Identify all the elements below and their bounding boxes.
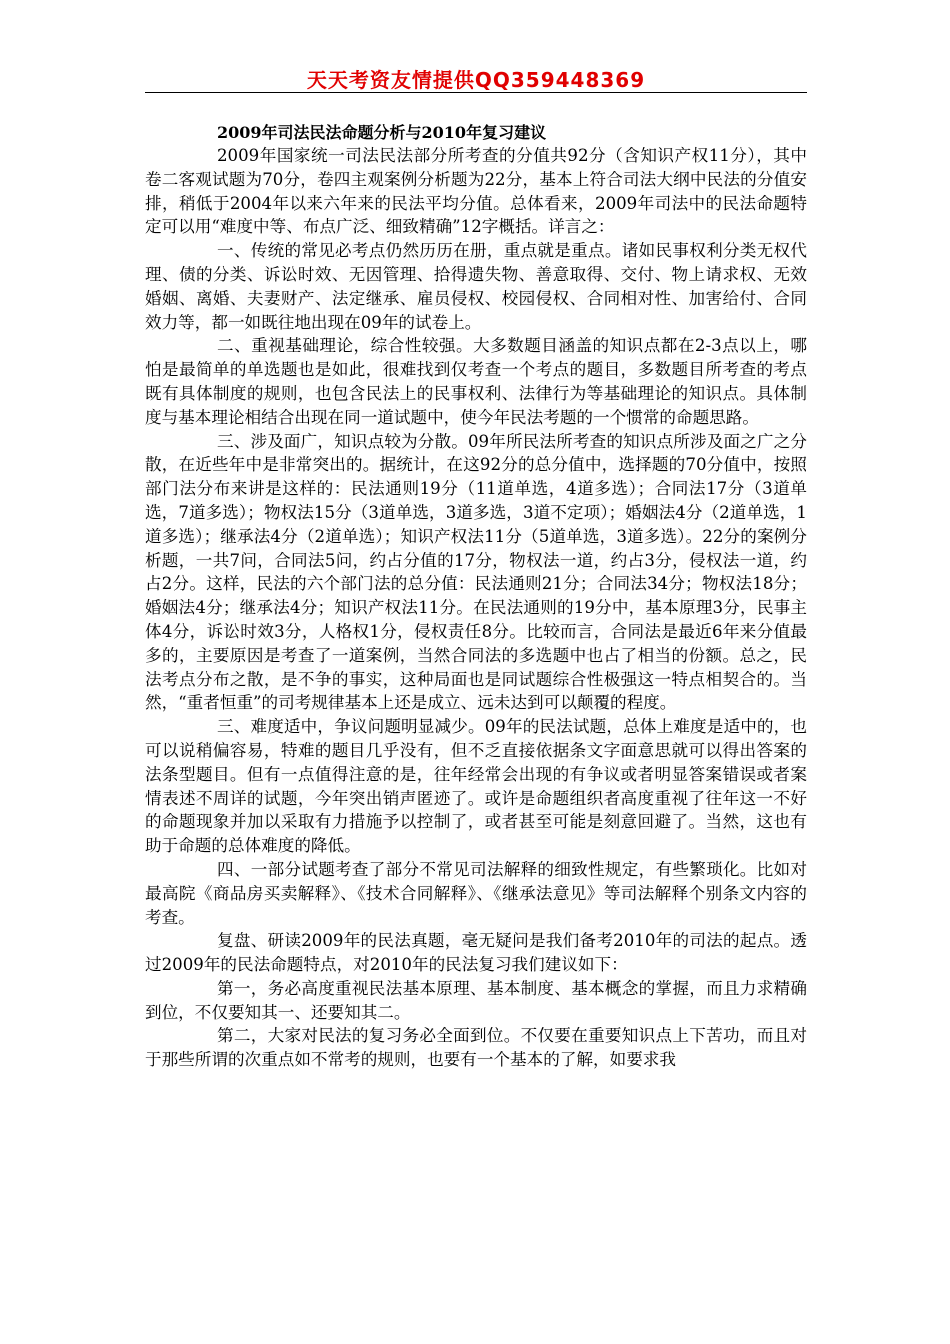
paragraph-review-intro: 复盘、研读2009年的民法真题，毫无疑问是我们备考2010年的司法的起点。透过2009年的民法命题特点，对2010年的民法复习我们建议如下： bbox=[145, 931, 807, 975]
paragraph-point-3: 三、涉及面广，知识点较为分散。09年所民法所考查的知识点所涉及面之广之分散，在近些年中是非常突出的。据统计，在这92分的总分值中，选择题的70分值中，按照部门法分布来讲是这样的：民法通则19分（11道单选，4道多选）；合同法17分（3道单选，7道多选）；物权法15分（3道单选，3道多选，3道不定项）；婚姻法4分（2道单选，1道多选）；继承法4分（2道单选）；知识产权法11分（5道单选，3道多选）。22分的案例分析题，一共7问，合同法5问，约占分值的17分，物权法一道，约占3分，侵权法一道，约占2分。这样，民法的六个部门法的总分值：民法通则21分；合同法34分；物权法18分；婚姻法4分；继承法4分；知识产权法11分。在民法通则的19分中，基本原理3分，民事主体4分，诉讼时效3分，人格权1分，侵权责任8分。比较而言，合同法是最近6年来分值最多的，主要原因是考查了一道案例，当然合同法的多选题中也占了相当的份额。总之，民法考点分布之散，是不争的事实，这种局面也是同试题综合性极强这一特点相契合的。当然，“重者恒重”的司考规律基本上还是成立、远未达到可以颠覆的程度。 bbox=[145, 431, 807, 713]
paragraph-point-4: 四、一部分试题考查了部分不常见司法解释的细致性规定，有些繁琐化。比如对最高院《商品房买卖解释》、《技术合同解释》、《继承法意见》等司法解释个别条文内容的考查。 bbox=[145, 859, 807, 927]
document-body bbox=[145, 122, 807, 1072]
document-title: 2009年司法民法命题分析与2010年复习建议 bbox=[217, 123, 547, 142]
header-divider bbox=[145, 92, 807, 93]
paragraph-advice-1: 第一，务必高度重视民法基本原理、基本制度、基本概念的掌握，而且力求精确到位，不仅要知其一、还要知其二。 bbox=[145, 978, 807, 1022]
paragraph-point-3b: 三、难度适中，争议问题明显减少。09年的民法试题，总体上难度是适中的，也可以说稍偏容易，特难的题目几乎没有，但不乏直接依据条文字面意思就可以得出答案的法条型题目。但有一点值得注意的是，往年经常会出现的有争议或者明显答案错误或者案情表述不周详的试题，今年突出销声匿迹了。或许是命题组织者高度重视了往年这一不好的命题现象并加以采取有力措施予以控制了，或者甚至可能是刻意回避了。当然，这也有助于命题的总体难度的降低。 bbox=[145, 717, 807, 856]
paragraph-advice-2: 第二，大家对民法的复习务必全面到位。不仅要在重要知识点上下苦功，而且对于那些所谓的次重点如不常考的规则，也要有一个基本的了解，如要求我 bbox=[145, 1026, 807, 1070]
paragraph-intro: 2009年国家统一司法民法部分所考查的分值共92分（含知识产权11分），其中卷二客观试题为70分，卷四主观案例分析题为22分，基本上符合司法大纲中民法的分值安排，稍低于2004年以来六年来的民法平均分值。总体看来，2009年司法中的民法命题特定可以用“难度中等、布点广泛、细致精确”12字概括。详言之： bbox=[145, 146, 807, 237]
page-header bbox=[145, 64, 807, 93]
paragraph-point-1: 一、传统的常见必考点仍然历历在册，重点就是重点。诸如民事权利分类无权代理、债的分类、诉讼时效、无因管理、拾得遗失物、善意取得、交付、物上请求权、无效婚姻、离婚、夫妻财产、法定继承、雇员侵权、校园侵权、合同相对性、加害给付、合同效力等，都一如既往地出现在09年的试卷上。 bbox=[145, 241, 807, 332]
paragraph-point-2: 二、重视基础理论，综合性较强。大多数题目涵盖的知识点都在2-3点以上，哪怕是最简单的单选题也是如此，很难找到仅考查一个考点的题目，多数题目所考查的考点既有具体制度的规则，也包含民法上的民事权利、法律行为等基础理论的知识点。具体制度与基本理论相结合出现在同一道试题中，使今年民法考题的一个惯常的命题思路。 bbox=[145, 336, 807, 427]
header-watermark-text: 天天考资友情提供QQ359448369 bbox=[306, 68, 646, 92]
